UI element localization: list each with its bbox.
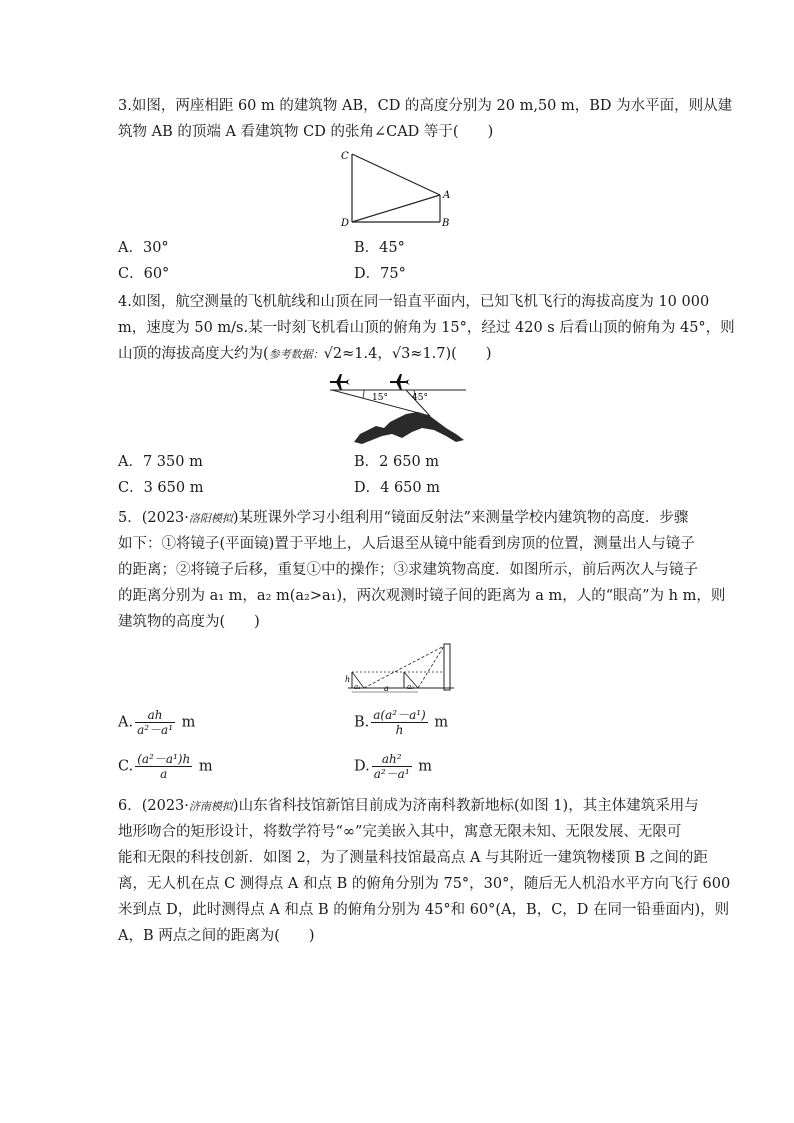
q3-building-figure — [336, 146, 462, 230]
q3-text-line1: 3.如图，两座相距 60 m 的建筑物 AB，CD 的高度分别为 20 m,50 m，BD 为水平面，则从建 — [118, 98, 733, 114]
q5-option-d-fraction: $\frac{\text{ah²}}{\text{a²－a¹}}$ — [373, 752, 410, 781]
q5-label-a2: a₂ — [407, 683, 414, 691]
q6-text-line3: 能和无限的科技创新．如图 2，为了测量科技馆最高点 A 与其附近一建筑物楼顶 B 之间的距 — [118, 850, 708, 866]
q6-number: 6．(2023· — [118, 798, 189, 814]
q4-airplane-figure — [326, 370, 470, 446]
q4-angle-15: 15° — [372, 393, 388, 403]
q5-source: 洛阳模拟 — [188, 512, 233, 525]
q4-text-line1: 4.如图，航空测量的飞机航线和山顶在同一铅直平面内，已知飞机飞行的海拔高度为 10 000 — [118, 294, 710, 310]
q4-reference-label: 参考数据： — [268, 348, 324, 361]
q6-text-line5: 米到点 D，此时测得点 A 和点 B 的俯角分别为 45°和 60°(A，B，C，D 在同一铅垂面内)，则 — [118, 902, 730, 918]
q5-mirror-figure — [344, 642, 460, 694]
q6-text-line2: 地形吻合的矩形设计，将数学符号“∞”完美嵌入其中，寓意无限未知、无限发展、无限可 — [118, 824, 682, 840]
q4-text-line2: m，速度为 50 m/s.某一时刻飞机看山顶的俯角为 15°，经过 420 s 后看山顶的俯角为 45°，则 — [118, 320, 735, 336]
q5-number: 5．(2023· — [118, 510, 189, 526]
q5-option-a-fraction: $\frac{ah}{\text{a²－a¹}}$ — [137, 708, 174, 737]
q5-text-line4: 的距离分别为 a₁ m，a₂ m(a₂>a₁)，两次观测时镜子间的距离为 a m，人的“眼高”为 h m，则 — [118, 588, 726, 604]
q4-option-a[interactable]: A．7 350 m — [118, 454, 203, 470]
q5-label-h: h — [345, 675, 351, 684]
q6-text-line4: 离，无人机在点 C 测得点 A 和点 B 的俯角分别为 75°，30°，随后无人机沿水平方向飞行 600 — [118, 876, 731, 892]
q3-label-d: D — [341, 218, 350, 229]
q3-label-c: C — [341, 151, 349, 162]
q5-option-c-fraction: $\frac{\text{(a²－a¹)h}}{a}$ — [137, 752, 191, 781]
q3-option-d[interactable]: D．75° — [354, 266, 406, 282]
q6-text-line6: A，B 两点之间的距离为( ) — [118, 928, 315, 944]
q5-option-b[interactable]: B. $\frac{\text{a(a²－a¹)}}{h}$ m — [354, 708, 449, 737]
q6-text-line1 — [118, 796, 699, 817]
q5-option-a[interactable]: A. $\frac{ah}{\text{a²－a¹}}$ m — [118, 708, 196, 737]
q5-text-line5: 建筑物的高度为( ) — [118, 614, 260, 630]
q5-option-b-fraction: $\frac{\text{a(a²－a¹)}}{h}$ — [373, 708, 426, 737]
airplane-icon-2 — [390, 374, 410, 390]
q3-option-c[interactable]: C．60° — [118, 266, 170, 282]
q5-line1-rest: )某班课外学习小组利用“镜面反射法”来测量学校内建筑物的高度．步骤 — [232, 510, 689, 526]
q6-line1-rest: )山东省科技馆新馆目前成为济南科教新地标(如图 1)，其主体建筑采用与 — [232, 798, 699, 814]
q4-angle-45: 45° — [412, 393, 428, 403]
q4-line3-post: √2≈1.4，√3≈1.7)( ) — [323, 346, 492, 362]
q3-label-b: B — [442, 218, 450, 229]
airplane-icon-1 — [330, 374, 350, 390]
q4-option-d[interactable]: D．4 650 m — [354, 480, 440, 496]
q5-option-d[interactable]: D. $\frac{\text{ah²}}{\text{a²－a¹}}$ m — [354, 752, 433, 781]
mountain-shape — [354, 412, 464, 444]
q5-text-line2: 如下：①将镜子(平面镜)置于平地上，人后退至从镜中能看到房顶的位置，测量出人与镜子 — [118, 536, 695, 552]
q4-text-line3 — [118, 344, 678, 365]
q5-label-a1: a₁ — [354, 683, 361, 691]
q5-option-c[interactable]: C. $\frac{\text{(a²－a¹)h}}{a}$ m — [118, 752, 213, 781]
q5-text-line3: 的距离；②将镜子后移，重复①中的操作；③求建筑物高度．如图所示，前后两次人与镜子 — [118, 562, 698, 578]
q6-source: 济南模拟 — [188, 800, 233, 813]
q4-option-c[interactable]: C．3 650 m — [118, 480, 204, 496]
q5-label-a: a — [384, 684, 389, 693]
q4-line3-pre: 山顶的海拔高度大约为( — [118, 346, 269, 362]
q4-option-b[interactable]: B．2 650 m — [354, 454, 440, 470]
q3-label-a: A — [443, 190, 451, 201]
q5-text-line1 — [118, 508, 689, 529]
q3-text-line2: 筑物 AB 的顶端 A 看建筑物 CD 的张角∠CAD 等于( ) — [118, 124, 494, 140]
q3-option-a[interactable]: A．30° — [118, 240, 169, 256]
q3-option-b[interactable]: B．45° — [354, 240, 405, 256]
